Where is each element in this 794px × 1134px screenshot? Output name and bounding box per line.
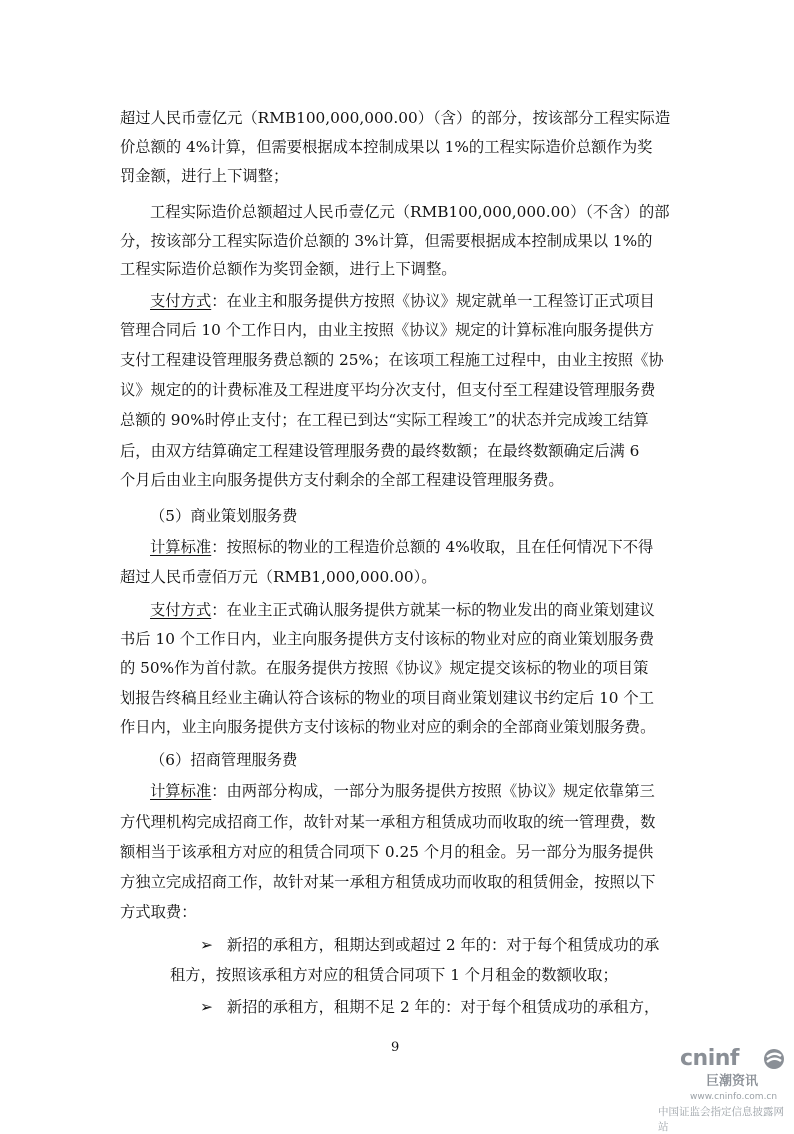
calc-standard-label: 计算标准	[150, 538, 212, 556]
paragraph-line: 工程实际造价总额超过人民币壹亿元（RMB100,000,000.00）（不含）的部	[150, 203, 670, 221]
bullet-arrow-icon: ➢	[200, 936, 213, 954]
page-number: 9	[391, 1040, 400, 1055]
logo-chinese-name: 巨潮资讯	[706, 1074, 759, 1089]
paragraph-line: 方代理机构完成招商工作，故针对某一承租方租赁成功而收取的统一管理费，数	[120, 813, 656, 831]
paragraph-line: 个月后由业主向服务提供方支付剩余的全部工程建设管理服务费。	[120, 471, 564, 489]
payment-method-label: 支付方式	[150, 601, 212, 619]
paragraph-line: 方式取费：	[120, 903, 197, 921]
paragraph-line: 分，按该部分工程实际造价总额的 3%计算，但需要根据成本控制成果以 1%的	[120, 232, 653, 250]
cninfo-logo-icon	[763, 1048, 785, 1070]
paragraph-line: 划报告终稿且经业主确认符合该标的物业的项目商业策划建议书约定后 10 个工	[120, 689, 654, 707]
paragraph-line: 议》规定的的计费标准及工程进度平均分次支付，但支付至工程建设管理服务费	[120, 381, 656, 399]
section-heading: （5）商业策划服务费	[150, 507, 298, 525]
section-heading: （6）招商管理服务费	[150, 751, 298, 769]
payment-method-paragraph: 支付方式：在业主和服务提供方按照《协议》规定就单一工程签订正式项目	[150, 292, 655, 310]
paragraph-line: 超过人民币壹佰万元（RMB1,000,000.00）。	[120, 568, 437, 586]
payment-method-paragraph: 支付方式：在业主正式确认服务提供方就某一标的物业发出的商业策划建议	[150, 601, 655, 619]
payment-method-label: 支付方式	[150, 292, 212, 310]
logo-wordmark: cninf	[680, 1046, 739, 1071]
logo-url: www.cninfo.com.cn	[690, 1092, 778, 1102]
paragraph-line: 作日内，业主向服务提供方支付该标的物业对应的剩余的全部商业策划服务费。	[120, 718, 656, 736]
paragraph-line: 的 50%作为首付款。在服务提供方按照《协议》规定提交该标的物业的项目策	[120, 659, 649, 677]
paragraph-line: 书后 10 个工作日内，业主向服务提供方支付该标的物业对应的商业策划服务费	[120, 630, 654, 648]
bullet-item: ➢ 新招的承租方，租期不足 2 年的：对于每个租赁成功的承租方，	[200, 998, 660, 1016]
paragraph-line: 额相当于该承租方对应的租赁合同项下 0.25 个月的租金。另一部分为服务提供	[120, 843, 654, 861]
bullet-arrow-icon: ➢	[200, 998, 213, 1016]
paragraph-line: 管理合同后 10 个工作日内，由业主按照《协议》规定的计算标准向服务提供方	[120, 321, 654, 339]
bullet-item: ➢ 新招的承租方，租期达到或超过 2 年的：对于每个租赁成功的承	[200, 936, 660, 954]
paragraph-line: 支付工程建设管理服务费总额的 25%；在该项工程施工过程中，由业主按照《协	[120, 351, 664, 369]
paragraph-line: 超过人民币壹亿元（RMB100,000,000.00）（含）的部分，按该部分工程实际造	[120, 109, 671, 127]
calc-standard-paragraph: 计算标准：由两部分构成，一部分为服务提供方按照《协议》规定依靠第三	[150, 782, 655, 800]
paragraph-line: 价总额的 4%计算，但需要根据成本控制成果以 1%的工程实际造价总额作为奖	[120, 138, 653, 156]
paragraph-line: 罚金额，进行上下调整；	[120, 167, 289, 185]
paragraph-line: 方独立完成招商工作，故针对某一承租方租赁成功而收取的租赁佣金，按照以下	[120, 873, 656, 891]
calc-standard-label: 计算标准	[150, 782, 212, 800]
logo-site-description: 中国证监会指定信息披露网站	[658, 1106, 784, 1133]
cninfo-watermark	[650, 1046, 790, 1133]
bullet-continuation: 租方，按照该承租方对应的租赁合同项下 1 个月租金的数额收取；	[170, 966, 618, 984]
calc-standard-paragraph: 计算标准：按照标的物业的工程造价总额的 4%收取，且在任何情况下不得	[150, 538, 654, 556]
paragraph-line: 工程实际造价总额作为奖罚金额，进行上下调整。	[120, 260, 457, 278]
paragraph-line: 后，由双方结算确定工程建设管理服务费的最终数额；在最终数额确定后满 6	[120, 442, 640, 460]
paragraph-line: 总额的 90%时停止支付；在工程已到达“实际工程竣工”的状态并完成竣工结算	[120, 411, 649, 429]
